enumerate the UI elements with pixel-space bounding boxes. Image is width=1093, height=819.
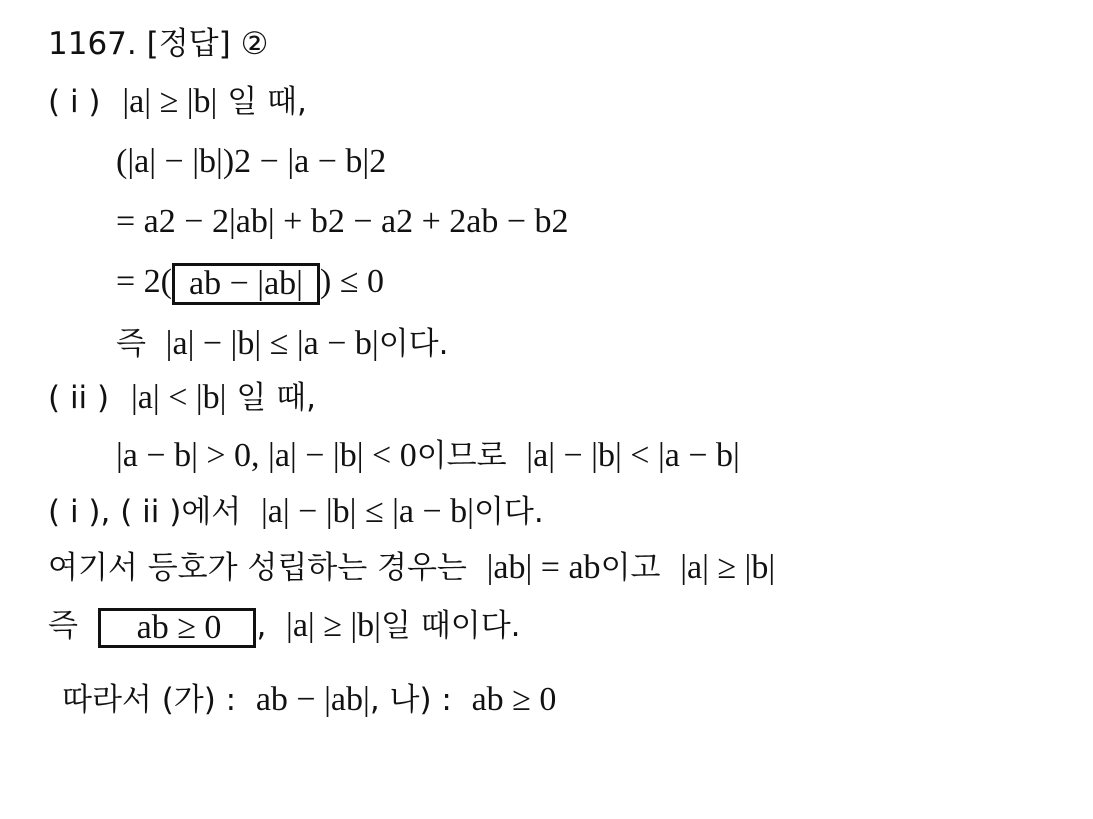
- final-mid: , 나) :: [369, 682, 452, 718]
- case1-concl-math: |a| − |b| ≤ |a − b|: [165, 325, 379, 362]
- case2-label: ( ii ): [48, 380, 110, 416]
- case1-label: ( i ): [48, 84, 101, 120]
- expr2-part-a: = a: [116, 203, 159, 240]
- equality2-math: |a| ≥ |b|: [286, 607, 381, 644]
- expr2-part-b: − 2|ab| + b: [175, 203, 328, 240]
- case2-condition-line: [48, 376, 316, 420]
- case2-condition: |a| < |b|: [130, 379, 227, 416]
- combined-suffix: 이다.: [473, 494, 544, 530]
- equality-math1: |ab| = ab: [486, 549, 601, 586]
- final-math2: ab ≥ 0: [471, 681, 557, 718]
- problem-number: 1167.: [48, 26, 137, 62]
- expr3-post: ) ≤ 0: [319, 263, 384, 300]
- expr2-part-d: + 2ab − b: [413, 203, 552, 240]
- combined-math: |a| − |b| ≤ |a − b|: [260, 493, 474, 530]
- case1-suffix: 일 때,: [227, 84, 307, 120]
- equality2-line: [48, 604, 521, 648]
- case2-math2: |a| − |b| < |a − b|: [526, 437, 740, 474]
- expr1-rest: − |a − b|: [251, 143, 370, 180]
- expr2-sq-c: 2: [396, 203, 414, 240]
- case1-concl-suffix: 이다.: [378, 326, 449, 362]
- case1-expr-line1: [116, 140, 386, 184]
- final-prefix: 따라서 (가) :: [62, 682, 237, 718]
- equality-mid: 이고: [600, 550, 661, 586]
- equality-prefix: 여기서 등호가 성립하는 경우는: [48, 550, 467, 586]
- case1-expr-line2: [116, 200, 569, 244]
- equality2-comma: ,: [256, 608, 267, 644]
- expr2-sq-d: 2: [551, 203, 569, 240]
- final-math1: ab − |ab|: [255, 681, 370, 718]
- case1-expr-line3: [116, 260, 384, 305]
- equality-line: [48, 546, 775, 590]
- expr2-sq-b: 2: [327, 203, 345, 240]
- expr1-base: (|a| − |b|): [116, 143, 235, 180]
- case2-suffix: 일 때,: [236, 380, 316, 416]
- expr3-pre: = 2(: [116, 263, 172, 300]
- expr2-part-c: − a: [344, 203, 397, 240]
- equality2-suffix: 일 때이다.: [381, 608, 521, 644]
- answer-box-na: ab ≥ 0: [98, 608, 257, 648]
- case1-condition: |a| ≥ |b|: [122, 83, 218, 120]
- final-answer-line: [62, 678, 556, 722]
- case1-condition-line: [48, 80, 307, 124]
- case2-mid: 이므로: [416, 438, 507, 474]
- case1-conclusion: [116, 322, 448, 366]
- expr2-sq-a: 2: [158, 203, 176, 240]
- combined-conclusion: [48, 490, 544, 534]
- answer-label: [정답]: [146, 26, 231, 62]
- answer-box-ga: ab − |ab|: [172, 263, 320, 305]
- answer-value: ②: [240, 26, 269, 62]
- equality2-prefix: 즉: [48, 608, 78, 644]
- case2-math1: |a − b| > 0, |a| − |b| < 0: [116, 437, 417, 474]
- expr1-rest-exponent: 2: [369, 143, 387, 180]
- equality-math2: |a| ≥ |b|: [680, 549, 776, 586]
- case2-expr-line: [116, 434, 740, 478]
- case1-concl-prefix: 즉: [116, 326, 146, 362]
- problem-header: [48, 22, 268, 66]
- expr1-exponent: 2: [234, 143, 252, 180]
- combined-prefix: ( i ), ( ii )에서: [48, 494, 242, 530]
